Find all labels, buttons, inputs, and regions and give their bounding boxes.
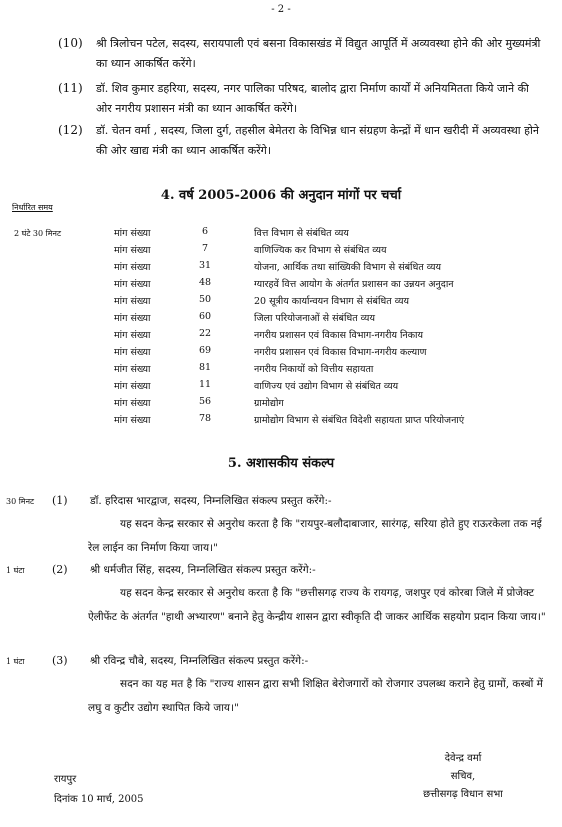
resolution-1-intro: डॉ. हरिदास भारद्वाज, सदस्य, निम्नलिखित संकल्प प्रस्तुत करेंगे:- (90, 495, 332, 507)
section4-heading: 4. वर्ष 2005-2006 की अनुदान मांगों पर चर्चा (160, 188, 402, 203)
notice-number-12: (12) (58, 123, 83, 137)
grant-number: 78 (198, 413, 212, 424)
grant-label: मांग संख्या (114, 330, 151, 341)
resolution-2-time: 1 घंटा (6, 566, 25, 575)
grant-label: मांग संख्या (114, 364, 151, 375)
grant-number: 6 (201, 226, 209, 237)
grant-description: नगरीय प्रशासन एवं विकास विभाग-नगरीय कल्याण (254, 347, 427, 358)
resolution-2-body: यह सदन केन्द्र सरकार से अनुरोध करता है कि "छत्तीसगढ़ राज्य के रायगढ़, जशपुर एवं कोरबा जिले में प्रोजेक्ट ऐलीफेंट के अंतर्गत "हाथी अभ्यारण" बनाने हेतु केन्द्रीय शासन द्वारा स्वीकृति दी जाकर आर्थिक सहयोग प्रदान किया जाय।" (88, 587, 546, 623)
grant-label: मांग संख्या (114, 381, 151, 392)
grant-number: 50 (198, 294, 212, 305)
grant-description: नगरीय निकायों को वित्तीय सहायता (254, 364, 374, 375)
footer-signature-block (388, 750, 538, 804)
resolution-2-number: (2) (52, 563, 68, 576)
page-number: - 2 - (271, 4, 291, 15)
grant-row (0, 345, 562, 361)
grant-label: मांग संख्या (114, 245, 151, 256)
resolution-3-time: 1 घंटा (6, 657, 25, 666)
grant-description: योजना, आर्थिक तथा सांख्यिकी विभाग से संबंधित व्यय (254, 262, 442, 273)
section4-time: 2 घंटे 30 मिनट (14, 229, 61, 238)
grant-description: 20 सूत्रीय कार्यान्वयन विभाग से संबंधित व्यय (254, 296, 409, 307)
grant-row (0, 260, 562, 276)
grant-row (0, 328, 562, 344)
grant-number: 48 (198, 277, 212, 288)
grant-label: मांग संख्या (114, 313, 151, 324)
footer-date: दिनांक 10 मार्च, 2005 (54, 794, 144, 805)
grant-number: 11 (198, 379, 212, 390)
notice-number-11: (11) (58, 81, 83, 95)
resolution-1-time: 30 मिनट (6, 497, 35, 506)
grant-description: वित्त विभाग से संबंधित व्यय (254, 228, 349, 239)
grant-number: 7 (201, 243, 209, 254)
signatory-name: देवेन्द्र वर्मा (444, 753, 482, 764)
grant-description: जिला परियोजनाओं से संबंधित व्यय (254, 313, 375, 324)
signatory-title: सचिव, (450, 771, 476, 782)
grant-row (0, 396, 562, 412)
grant-row (0, 379, 562, 395)
grant-row (0, 226, 562, 242)
resolution-1-body: यह सदन केन्द्र सरकार से अनुरोध करता है कि "रायपुर-बलौदाबाजार, सारंगढ़, सरिया होते हुए राऊरकेला तक नई रेल लाईन का निर्माण किया जाय।" (88, 518, 542, 554)
grant-row (0, 294, 562, 310)
grant-number: 31 (198, 260, 212, 271)
grant-number: 56 (198, 396, 212, 407)
grant-label: मांग संख्या (114, 296, 151, 307)
grant-row (0, 277, 562, 293)
resolution-3-number: (3) (52, 654, 68, 667)
resolution-3-intro: श्री रविन्द्र चौबे, सदस्य, निम्नलिखित संकल्प प्रस्तुत करेंगे:- (90, 655, 309, 667)
grant-row (0, 243, 562, 259)
notice-text-11: डॉ. शिव कुमार डहरिया, सदस्य, नगर पालिका परिषद, बालोद द्वारा निर्माण कार्यों में अनियमितता किये जाने की ओर नगरीय प्रशासन मंत्री का ध्यान आकर्षित करेंगे। (96, 82, 529, 115)
resolution-2-intro: श्री धर्मजीत सिंह, सदस्य, निम्नलिखित संकल्प प्रस्तुत करेंगे:- (90, 564, 316, 576)
grant-label: मांग संख्या (114, 398, 151, 409)
signatory-organization: छत्तीसगढ़ विधान सभा (423, 789, 503, 800)
grant-description: ग्रामोद्योग (254, 398, 284, 409)
grant-label: मांग संख्या (114, 279, 151, 290)
grant-description: ग्रामोद्योग विभाग से संबंधित विदेशी सहायता प्राप्त परियोजनाएं (254, 415, 465, 426)
footer-place-date (54, 770, 144, 810)
grant-label: मांग संख्या (114, 415, 151, 426)
grant-number: 69 (198, 345, 212, 356)
grant-description: नगरीय प्रशासन एवं विकास विभाग-नगरीय निकाय (254, 330, 423, 341)
time-allotted-heading: निर्धारित समय (12, 203, 53, 212)
notice-text-10: श्री त्रिलोचन पटेल, सदस्य, सरायपाली एवं बसना विकासखंड में विद्युत आपूर्ति में अव्यवस्था होने की ओर मुख्यमंत्री का ध्यान आकर्षित करेंगे। (96, 37, 541, 70)
grant-label: मांग संख्या (114, 262, 151, 273)
grant-label: मांग संख्या (114, 347, 151, 358)
grant-row (0, 311, 562, 327)
grant-number: 60 (198, 311, 212, 322)
grant-description: वाणिज्यिक कर विभाग से संबंधित व्यय (254, 245, 387, 256)
section5-heading: 5. अशासकीय संकल्प (227, 456, 335, 471)
grant-number: 22 (198, 328, 212, 339)
notice-text-12: डॉ. चेतन वर्मा , सदस्य, जिला दुर्ग, तहसील बेमेतरा के विभिन्न धान संग्रहण केन्द्रों में धान खरीदी में अव्यवस्था होने की ओर खाद्य मंत्री का ध्यान आकर्षित करेंगे। (96, 124, 539, 157)
grant-description: वाणिज्य एवं उद्योग विभाग से संबंधित व्यय (254, 381, 399, 392)
notice-number-10: (10) (58, 36, 83, 50)
grant-label: मांग संख्या (114, 228, 151, 239)
grant-row (0, 413, 562, 429)
grant-number: 81 (198, 362, 212, 373)
grant-description: ग्यारहवें वित्त आयोग के अंतर्गत प्रशासन का उन्नयन अनुदान (254, 279, 454, 290)
resolution-3-body: सदन का यह मत है कि "राज्य शासन द्वारा सभी शिक्षित बेरोजगारों को रोजगार उपलब्ध कराने हेतु ग्रामों, कस्बों में लघु व कुटीर उद्योग स्थापित किये जाय।" (88, 678, 543, 714)
footer-place: रायपुर (54, 774, 77, 785)
grant-row (0, 362, 562, 378)
resolution-1-number: (1) (52, 494, 68, 507)
